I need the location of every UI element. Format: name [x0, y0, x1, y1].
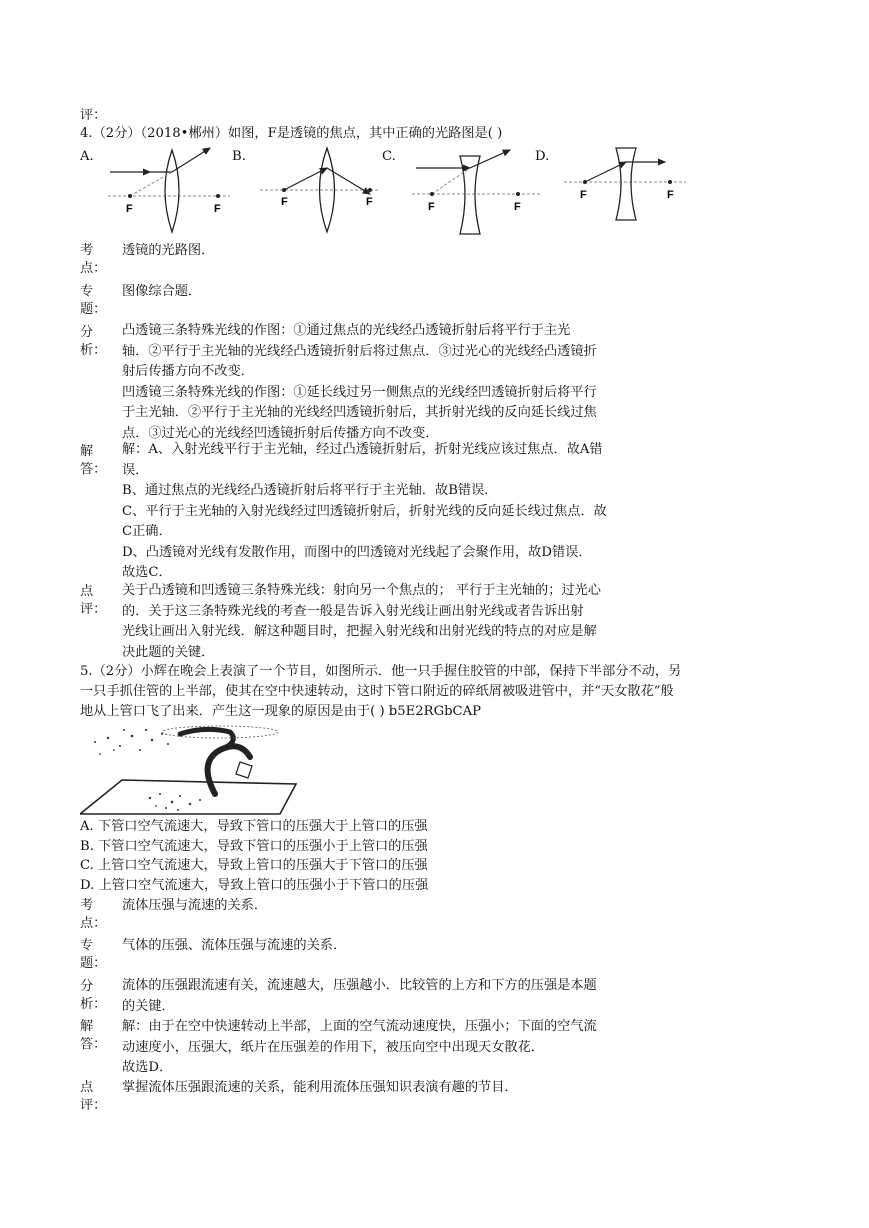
q4-fenxi: 凸透镜三条特殊光线的作图：①通过焦点的光线经凸透镜折射后将平行于主光 轴．②平行于主光轴的光线经凸透镜折射后将过焦点．③过光心的光线经凸透镜折 射后传播方向不改变． 凹透镜三条特殊光线的作图：①延长线过另一侧焦点的光线经凹透镜折射后将平行 于主光轴．②平行于主光轴的光线经凹透镜折射后，其折射光线的反向延长线过焦 点．③过光心的光线经凹透镜折射后传播方向不改变．: [122, 323, 597, 441]
lens-diagram-a: [108, 148, 230, 232]
q4-option-b-label: B.: [232, 149, 246, 164]
q5-zhuanti-label: 专 题：: [80, 938, 107, 971]
q4-fenxi-label: 分 析：: [80, 325, 107, 358]
q4-stem: 4.（2分）（2018•郴州）如图，F是透镜的焦点，其中正确的光路图是( ): [80, 126, 503, 141]
q4-kaodian: 透镜的光路图．: [122, 243, 215, 258]
q4-lens-diagrams: [80, 140, 700, 240]
q5-option-a[interactable]: A. 下管口空气流速大，导致下管口的压强大于上管口的压强: [80, 819, 428, 834]
lens-diagram-c: [412, 150, 540, 234]
q5-option-d[interactable]: D. 上管口空气流速大，导致上管口的压强小于下管口的压强: [80, 877, 429, 893]
lens-diagram-b: [260, 148, 380, 232]
focus-label: F: [667, 189, 674, 201]
q4-dianping-label: 点 评：: [80, 584, 107, 617]
q5-jieda: 解：由于在空中快速转动上半部，上面的空气流动速度快，压强小；下面的空气流 动速度小，压强大，纸片在压强差的作用下，被压向空中出现天女散花． 故选D．: [122, 1019, 597, 1075]
focus-label: F: [366, 196, 373, 208]
q5-option-c[interactable]: C. 上管口空气流速大，导致上管口的压强大于下管口的压强: [80, 858, 428, 873]
q5-jieda-label: 解 答：: [80, 1019, 107, 1052]
q4-option-a-label: A.: [80, 149, 94, 164]
q4-option-c-label: C.: [382, 149, 396, 164]
q4-jieda: 解：A、入射光线平行于主光轴，经过凸透镜折射后，折射光线应该过焦点．故A错 误． B、通过焦点的光线经凸透镜折射后将平行于主光轴．故B错误． C、平行于主光轴的入射光线经过凹透镜折射后，折射光线的反向延长线过焦点．故 C正确． D、凸透镜对光线有发散作用，而图中的凹透镜对光线起了会聚作用，故D错误． 故选C．: [122, 442, 607, 580]
q4-kaodian-label: 考 点：: [80, 243, 107, 276]
q5-dianping: 掌握流体压强跟流速的关系，能利用流体压强知识表演有趣的节目．: [122, 1080, 518, 1095]
q4-option-d-label: D.: [535, 149, 550, 164]
q5-kaodian-label: 考 点：: [80, 898, 107, 931]
focus-label: F: [126, 203, 133, 215]
q4-dianping: 关于凸透镜和凹透镜三条特殊光线：射向另一个焦点的； 平行于主光轴的；过光心 的．关于这三条特殊光线的考查一般是告诉入射光线让画出射光线或者告诉出射 光线让画出入射光线．解这种题目时，把握入射光线和出射光线的特点的对应是解 决此题的关键．: [122, 583, 601, 660]
q5-options: [80, 817, 428, 895]
section-label-comment: 评：: [80, 108, 107, 123]
q4-zhuanti: 图像综合题．: [122, 284, 202, 299]
focus-label: F: [428, 201, 435, 213]
focus-label: F: [580, 189, 587, 201]
q5-hose-illustration: [80, 722, 300, 817]
q4-zhuanti-label: 专 题：: [80, 284, 107, 317]
q5-kaodian: 流体压强与流速的关系．: [122, 898, 268, 913]
q5-fenxi: 流体的压强跟流速有关，流速越大，压强越小．比较管的上方和下方的压强是本题 的关键．: [122, 978, 597, 1014]
q5-dianping-label: 点 评：: [80, 1080, 107, 1113]
lens-diagram-d: [564, 148, 686, 220]
q5-option-b[interactable]: B. 下管口空气流速大，导致下管口的压强小于上管口的压强: [80, 838, 428, 854]
focus-label: F: [514, 201, 521, 213]
q4-jieda-label: 解 答：: [80, 444, 107, 477]
q5-fenxi-label: 分 析：: [80, 979, 107, 1012]
q5-stem: 5.（2分）小辉在晚会上表演了一个节目，如图所示．他一只手握住胶管的中部，保持下半部分不动，另 一只手抓住管的上半部，使其在空中快速转动，这时下管口附近的碎纸屑被吸进管中，并“天女散花”般 地从上管口飞了出来．产生这一现象的原因是由于( ) b5E2RGbCAP: [80, 664, 682, 719]
focus-label: F: [214, 203, 221, 215]
q5-zhuanti: 气体的压强、流体压强与流速的关系．: [122, 938, 347, 953]
focus-label: F: [281, 196, 288, 208]
